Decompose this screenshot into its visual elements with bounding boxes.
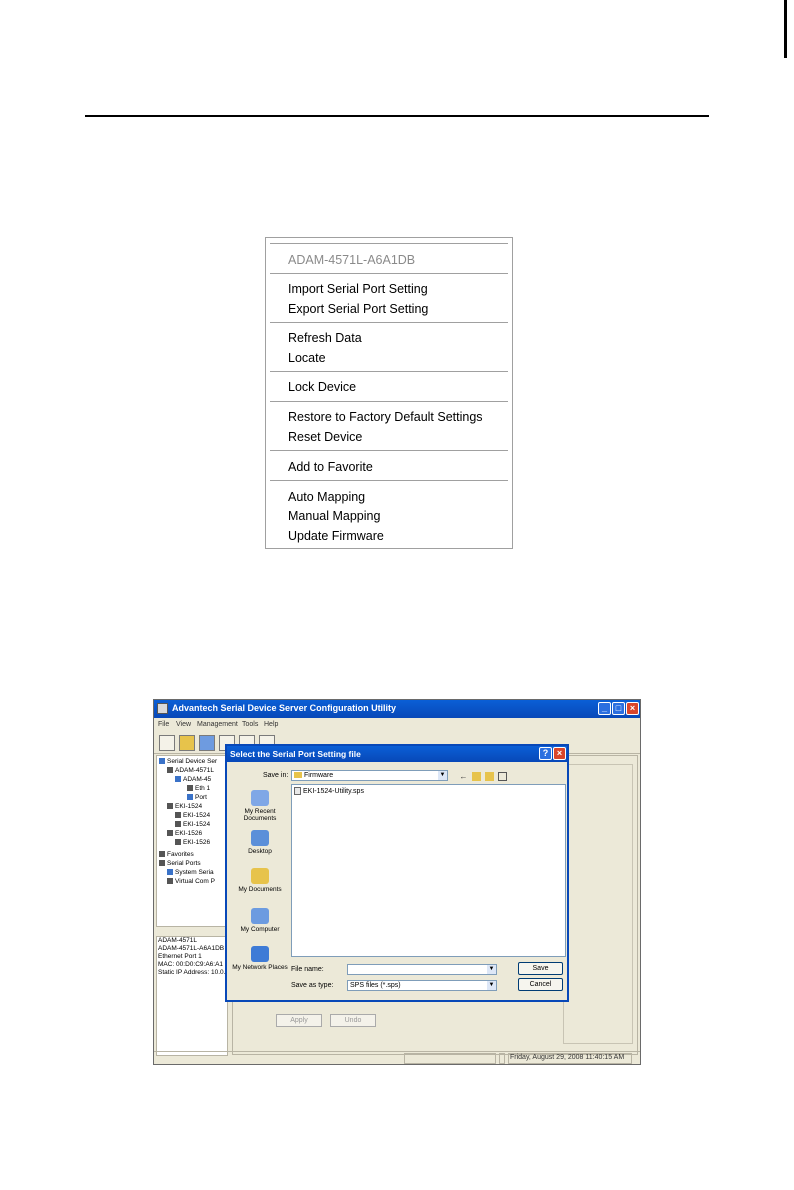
- device-icon: [175, 821, 181, 827]
- menu-item-auto-mapping[interactable]: Auto Mapping: [288, 490, 366, 504]
- status-bar: [154, 1051, 640, 1065]
- menu-item-update-firmware[interactable]: Update Firmware: [288, 529, 384, 543]
- device-icon: [167, 803, 173, 809]
- undo-button[interactable]: Undo: [330, 1014, 376, 1027]
- save-button[interactable]: Save: [518, 962, 563, 975]
- menu-tools[interactable]: Tools: [242, 721, 259, 728]
- thumb-tab-mark: [784, 0, 787, 58]
- device-icon: [175, 776, 181, 782]
- menu-separator: [270, 322, 508, 323]
- new-folder-icon[interactable]: [485, 772, 494, 781]
- server-icon: [159, 758, 165, 764]
- file-name-label: File name:: [291, 966, 324, 973]
- menu-header-device: ADAM-4571L-A6A1DB: [288, 253, 416, 267]
- status-datetime: Friday, August 29, 2008 11:40:15 AM: [510, 1054, 625, 1061]
- refresh-icon[interactable]: [199, 735, 215, 751]
- virtual-port-icon: [167, 878, 173, 884]
- tree-node[interactable]: Virtual Com P: [167, 878, 215, 885]
- menu-separator: [270, 450, 508, 451]
- dialog-title: Select the Serial Port Setting file: [230, 749, 361, 759]
- search-device-icon[interactable]: [159, 735, 175, 751]
- device-icon: [175, 839, 181, 845]
- menu-file[interactable]: File: [158, 721, 170, 728]
- file-item[interactable]: EKI-1524-Utility.sps: [294, 787, 364, 795]
- tree-node[interactable]: ADAM-4571L: [167, 767, 214, 774]
- tree-node[interactable]: ADAM-45: [175, 776, 211, 783]
- close-icon[interactable]: ×: [553, 747, 566, 760]
- info-line: MAC: 00:D0:C9:A6:A1: [158, 961, 224, 968]
- device-icon: [167, 767, 173, 773]
- place-network[interactable]: My Network Places: [231, 946, 289, 971]
- save-as-type-label: Save as type:: [291, 982, 334, 989]
- serial-ports-icon: [159, 860, 165, 866]
- save-in-label: Save in:: [263, 772, 289, 779]
- tree-node[interactable]: EKI-1526: [167, 830, 202, 837]
- save-dialog: [225, 744, 569, 1002]
- menu-bar: [154, 718, 640, 731]
- menu-item-add-favorite[interactable]: Add to Favorite: [288, 460, 373, 474]
- place-recent[interactable]: My Recent Documents: [231, 790, 289, 822]
- place-my-computer[interactable]: My Computer: [231, 908, 289, 933]
- menu-item-locate[interactable]: Locate: [288, 351, 326, 365]
- file-list[interactable]: [291, 784, 566, 957]
- tree-node[interactable]: EKI-1524: [175, 812, 210, 819]
- up-folder-icon[interactable]: [472, 772, 481, 781]
- tree-node[interactable]: EKI-1524: [167, 803, 202, 810]
- desktop-icon: [251, 830, 269, 846]
- apply-button[interactable]: Apply: [276, 1014, 322, 1027]
- tree-node[interactable]: EKI-1526: [175, 839, 210, 846]
- my-computer-icon: [251, 908, 269, 924]
- device-info-panel: [156, 936, 228, 1056]
- save-as-type-select[interactable]: SPS files (*.sps) ▼: [347, 980, 497, 991]
- tree-node[interactable]: EKI-1524: [175, 821, 210, 828]
- minimize-icon[interactable]: _: [598, 702, 611, 715]
- chevron-down-icon: ▼: [488, 966, 495, 972]
- status-cell: [499, 1053, 505, 1064]
- menu-help[interactable]: Help: [264, 721, 279, 728]
- device-icon: [167, 830, 173, 836]
- port-icon: [187, 794, 193, 800]
- ethernet-icon: [187, 785, 193, 791]
- info-line: ADAM-4571L-A6A1DB: [158, 945, 225, 952]
- save-in-select[interactable]: Firmware ▼: [291, 770, 448, 781]
- file-name-input[interactable]: [347, 964, 497, 975]
- menu-separator: [270, 243, 508, 244]
- settings-group: [563, 764, 633, 1044]
- menu-item-restore-defaults[interactable]: Restore to Factory Default Settings: [288, 410, 483, 424]
- menu-separator: [270, 371, 508, 372]
- chevron-down-icon: ▼: [439, 772, 446, 778]
- tree-node[interactable]: System Seria: [167, 869, 214, 876]
- info-line: Static IP Address: 10.0.: [158, 969, 226, 976]
- tree-node[interactable]: Eth 1: [187, 785, 210, 792]
- tree-node[interactable]: Serial Ports: [159, 860, 201, 867]
- menu-separator: [270, 401, 508, 402]
- menu-separator: [270, 273, 508, 274]
- cancel-button[interactable]: Cancel: [518, 978, 563, 991]
- maximize-icon[interactable]: □: [612, 702, 625, 715]
- chevron-down-icon: ▼: [488, 982, 495, 988]
- menu-item-export[interactable]: Export Serial Port Setting: [288, 302, 429, 316]
- favorites-icon: [159, 851, 165, 857]
- tree-node[interactable]: Serial Device Ser: [159, 758, 217, 765]
- context-menu: [265, 237, 513, 549]
- my-documents-icon: [251, 868, 269, 884]
- app-icon: [157, 703, 168, 714]
- place-desktop[interactable]: Desktop: [231, 830, 289, 855]
- menu-item-refresh[interactable]: Refresh Data: [288, 331, 362, 345]
- app-window: [153, 699, 641, 1065]
- info-line: Ethernet Port 1: [158, 953, 202, 960]
- app-title: Advantech Serial Device Server Configuration Utility: [172, 703, 397, 713]
- device-icon: [175, 812, 181, 818]
- search-icon[interactable]: [179, 735, 195, 751]
- app-titlebar: [154, 700, 640, 718]
- dialog-titlebar: [227, 746, 567, 762]
- menu-item-lock[interactable]: Lock Device: [288, 380, 357, 394]
- places-bar: [231, 780, 289, 996]
- tree-node[interactable]: Favorites: [159, 851, 194, 858]
- file-icon: [294, 787, 301, 795]
- device-tree: [156, 755, 228, 927]
- menu-item-reset[interactable]: Reset Device: [288, 430, 363, 444]
- back-icon[interactable]: ←: [459, 772, 468, 781]
- serial-port-icon: [167, 869, 173, 875]
- close-icon[interactable]: ×: [626, 702, 639, 715]
- tree-node[interactable]: Port: [187, 794, 207, 801]
- folder-icon: [294, 772, 302, 778]
- menu-item-manual-mapping[interactable]: Manual Mapping: [288, 509, 381, 523]
- network-places-icon: [251, 946, 269, 962]
- header-rule: [85, 115, 709, 117]
- help-icon[interactable]: ?: [539, 747, 552, 760]
- place-my-documents[interactable]: My Documents: [231, 868, 289, 893]
- menu-item-import[interactable]: Import Serial Port Setting: [288, 282, 428, 296]
- menu-separator: [270, 480, 508, 481]
- view-menu-icon[interactable]: [498, 772, 507, 781]
- info-line: ADAM-4571L: [158, 937, 198, 944]
- recent-documents-icon: [251, 790, 269, 806]
- status-cell: [404, 1053, 496, 1064]
- menu-management[interactable]: Management: [197, 721, 238, 728]
- menu-view[interactable]: View: [176, 721, 192, 728]
